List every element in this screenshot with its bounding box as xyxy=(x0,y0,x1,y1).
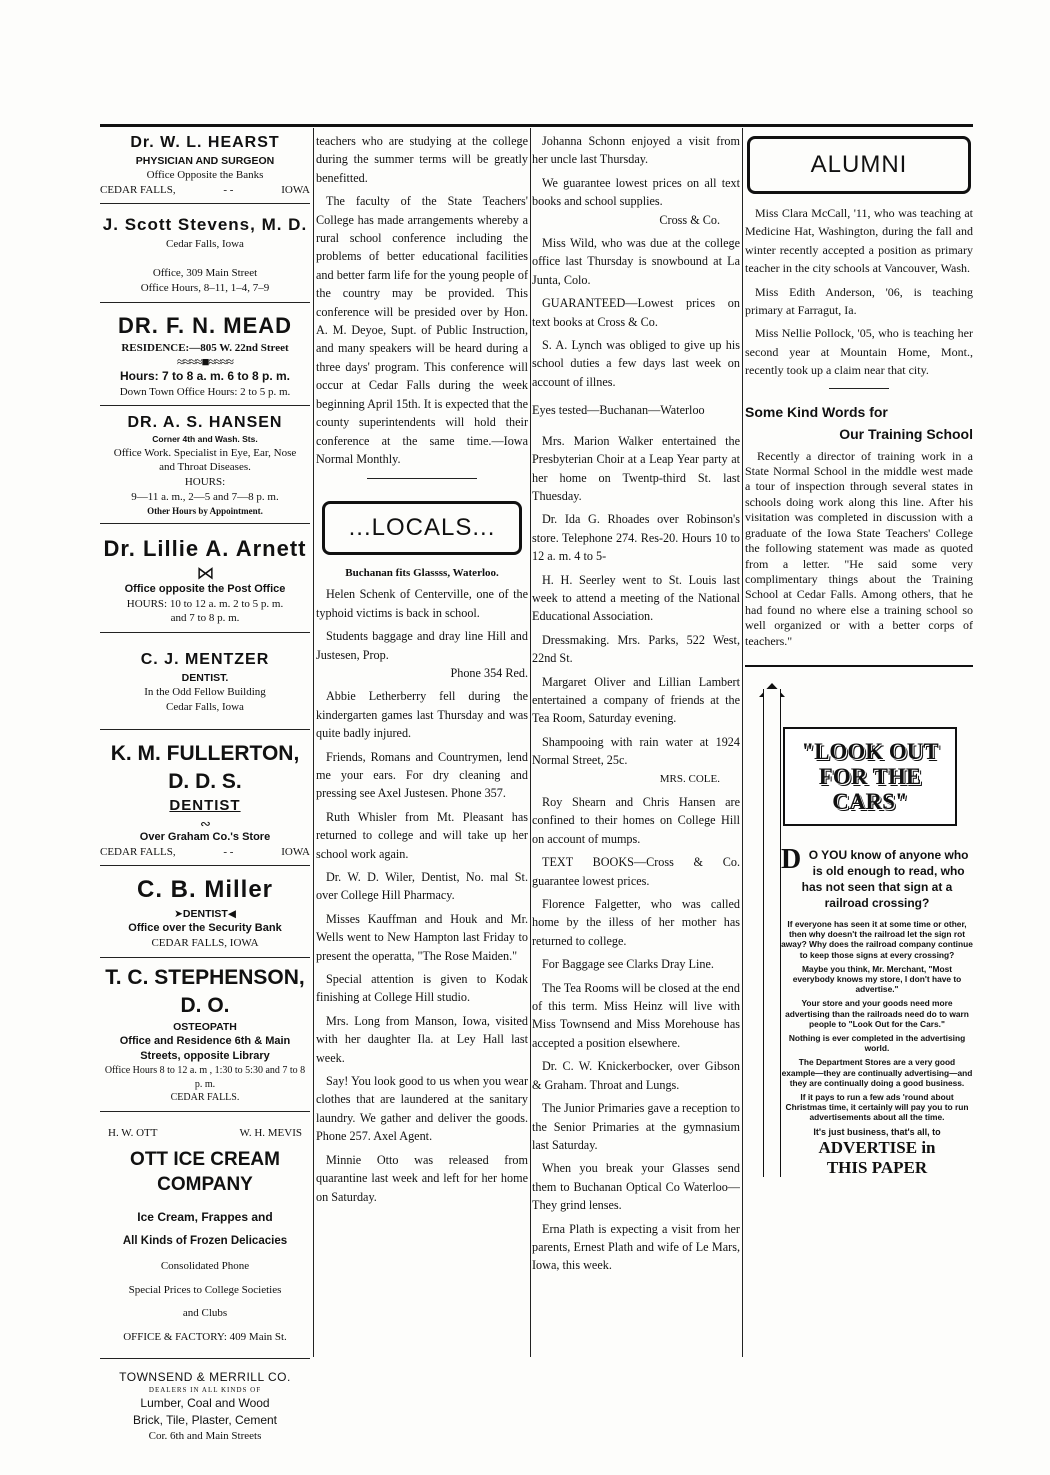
news-item: Mrs. Long from Manson, Iowa, visited with her daughter Ila. at Ley Hall last week. xyxy=(316,1013,528,1065)
news-item: Florence Falgetter, who was called home by the illess of her mother has returned to college. xyxy=(532,897,740,948)
news-item: Recently a director of training work in a State Normal School in the middle west made a tour of inspection through several states in schools doing work along this line. After his visitation was completed in discussion with a graduate of the Iowa State Teachers' College the following statement was made as quoted from a letter. "He said some very complimentary things about the Training School at Cedar Falls. Among others, that he had found no where else a training school so well organized or with a better corps of teachers." xyxy=(745,448,973,648)
locals-subhead: Buchanan fits Glassss, Waterloo. xyxy=(345,567,499,580)
card-miller xyxy=(100,866,310,957)
news-item: Erna Plath is expecting a visit from her parents, Ernest Plath and wife of Le Mars, Iowa, this week. xyxy=(532,1221,740,1273)
card-name: Dr. W. L. HEARST xyxy=(130,134,280,151)
card-hours-label: HOURS: xyxy=(184,476,226,489)
news-item: Eyes tested—Buchanan—Waterloo xyxy=(532,403,705,418)
card-name: DR. F. N. MEAD xyxy=(117,312,293,338)
news-item: Miss Edith Anderson, '06, is teaching primary at Farragut, Ia. xyxy=(745,284,973,318)
card-stephenson xyxy=(100,958,310,1112)
card-partner: W. H. MEVIS xyxy=(239,1126,302,1139)
card-city: CEDAR FALLS, IOWA xyxy=(151,936,259,949)
news-item: Johanna Schonn enjoyed a visit from her uncle last Thursday. xyxy=(532,134,740,167)
ad-paragraph: The Department Stores are a very good example—they are continually advertising—and they are continually doing a good business. xyxy=(781,1057,973,1088)
card-line: Lumber, Coal and Wood xyxy=(140,1396,270,1411)
card-arnett xyxy=(100,524,310,633)
news-item: The faculty of the State Teachers' College has made arrangements whereby a rural school conference including the problems of better educational facilities and better farm life for the young people of the country may be provided. This conference will be presided over by Hon. A. M. Deyoe, Supt. of Public Instruction, and many speakers will be heard during a three days' program. This conference will occur at Cedar Falls during the week beginning April 15th. It is expected that the county superintendents will hold their conference at the same time.—Iowa Normal Monthly. xyxy=(316,194,528,466)
advertise-ad-text xyxy=(781,843,973,1177)
news-item: Mrs. Marion Walker entertained the Presbyterian Choir at a Leap Year party at her home on Twentp-third St. last Thuesday. xyxy=(532,433,740,503)
ornament-icon: ⋈ xyxy=(196,562,214,583)
card-downtown: Down Town Office Hours: 2 to 5 p. m. xyxy=(119,385,291,398)
ad-paragraph: It's just business, that's all, to xyxy=(813,1126,941,1137)
news-item: S. A. Lynch was obliged to give up his school duties a few days last week on account of illnes. xyxy=(532,338,740,389)
news-column-4 xyxy=(745,132,973,1177)
column-rule xyxy=(742,128,743,1357)
card-clubs: and Clubs xyxy=(182,1306,228,1319)
card-city: Cedar Falls, Iowa xyxy=(166,238,244,251)
card-residence: RESIDENCE:—805 W. 22nd Street xyxy=(121,341,289,354)
column-rule xyxy=(313,128,314,1357)
card-name: TOWNSEND & MERRILL CO. xyxy=(119,1369,291,1384)
card-name: OTT ICE CREAM COMPANY xyxy=(130,1148,280,1196)
card-building: In the Odd Fellow Building xyxy=(144,686,266,699)
ad-footer: THIS PAPER xyxy=(826,1157,928,1177)
card-hansen xyxy=(100,406,310,524)
card-hours: 9—11 a. m., 2—5 and 7—8 p. m. xyxy=(131,491,279,504)
card-line: Brick, Tile, Plaster, Cement xyxy=(132,1413,278,1428)
card-name: DR. A. S. HANSEN xyxy=(127,414,283,432)
card-other: Other Hours by Appointment. xyxy=(147,505,263,516)
news-item: teachers who are studying at the college during the summer terms will be greatly benefitted. xyxy=(316,134,528,185)
card-office: Over Graham Co.'s Store xyxy=(139,830,271,843)
card-name: C. B. Miller xyxy=(136,876,274,904)
news-item: Dr. C. W. Knickerbocker, over Gibson & Graham. Throat and Lungs. xyxy=(532,1059,740,1092)
card-office: Office Opposite the Banks xyxy=(146,168,264,181)
card-special: Special Prices to College Societies xyxy=(128,1283,282,1296)
news-item: H. H. Seerley went to St. Louis last week to attend a meeting of the National Educational Association. xyxy=(532,572,740,624)
card-hours: HOURS: 10 to 12 a. m. 2 to 5 p. m. and 7 to 8 p. m. xyxy=(126,597,284,625)
card-mead xyxy=(100,303,310,407)
news-item: Margaret Oliver and Lillian Lambert entertained a company of friends at the Tea Room, Saturday evening. xyxy=(532,674,740,726)
sign-text: FOR THE xyxy=(818,763,922,789)
divider xyxy=(745,665,973,667)
card-title: PHYSICIAN AND SURGEON xyxy=(135,154,275,167)
card-name: T. C. STEPHENSON, D. O. xyxy=(105,965,305,1017)
news-item: Shampooing with rain water at 1924 Normal Street, 25c. xyxy=(532,734,740,768)
news-item: Dr. Ida G. Rhoades over Robinson's store. Telephone 274. Res-20. Hours 10 to 12 a. m. 4 to 5- xyxy=(532,512,740,564)
card-name: C. J. MENTZER xyxy=(140,651,270,669)
news-item: Misses Kauffman and Houk and Mr. Wells went to New Hampton last Friday to present the operatta, "The Rose Maiden." xyxy=(316,911,528,963)
card-work: Office Work. Specialist in Eye, Ear, Nose and Throat Diseases. xyxy=(113,446,297,474)
news-item: The Tea Rooms will be closed at the end of this term. Miss Heinz will live with Miss Townsend and Miss Morehouse has accepted a position elsewhere. xyxy=(532,980,740,1050)
news-item: Say! You look good to us when you wear clothes that are laundered at the sanitary laundry. We gather and deliver the goods. Phone 257. Axel Agent. xyxy=(316,1074,528,1144)
news-item: Abbie Letherberry fell during the kindergarten games last Thursday and was quite badly injured. xyxy=(316,689,528,741)
card-title: DENTIST xyxy=(169,797,241,815)
card-address: Cor. 6th and Main Streets xyxy=(148,1429,262,1442)
card-city: CEDAR FALLS, xyxy=(100,183,176,196)
card-hours: Office Hours 8 to 12 a. m , 1:30 to 5:30 and 7 to 8 p. m. xyxy=(104,1065,306,1090)
news-column-3 xyxy=(532,132,740,1280)
ad-paragraph: Your store and your goods need more advertising than the railroads need do to warn people to "Look Out for the Cars." xyxy=(785,998,969,1029)
sign-text: CARS" xyxy=(832,788,908,814)
news-item: TEXT BOOKS—Cross & Co. guarantee lowest prices. xyxy=(532,855,740,888)
card-dashes: - - xyxy=(223,183,234,196)
card-state: IOWA xyxy=(281,183,310,196)
card-townsend xyxy=(100,1359,310,1445)
ornament-icon: ∾ xyxy=(200,815,210,831)
news-item: Roy Shearn and Chris Hansen are confined to their homes on College Hill on account of mumps. xyxy=(532,795,740,846)
divider xyxy=(829,388,889,389)
card-phone: Consolidated Phone xyxy=(160,1259,250,1272)
news-item: Special attention is given to Kodak finishing at College Hill studio. xyxy=(316,972,528,1005)
ornament-icon: ≈≈≈≈■≈≈≈≈ xyxy=(177,354,233,370)
locals-heading: ...LOCALS... xyxy=(322,501,522,555)
kind-words-heading-line: Our Training School xyxy=(839,425,973,442)
news-item: When you break your Glasses send them to Buchanan Optical Co Waterloo—They grind lenses. xyxy=(532,1161,740,1213)
card-name: Dr. Lillie A. Arnett xyxy=(103,536,307,562)
signpost-icon xyxy=(763,689,781,1177)
ad-paragraph: If it pays to run a few ads 'round about Christmas time, it certainly will pay you to run advertisements about all the time. xyxy=(785,1091,969,1123)
card-line: Ice Cream, Frappes and xyxy=(137,1209,273,1224)
news-item-sign: Phone 354 Red. xyxy=(450,665,528,680)
news-item: For Baggage see Clarks Dray Line. xyxy=(542,957,714,972)
card-ott xyxy=(100,1112,310,1359)
card-city: CEDAR FALLS. xyxy=(170,1092,240,1104)
card-state: IOWA xyxy=(281,845,310,858)
news-item: Miss Clara McCall, '11, who was teaching at Medicine Hat, Washington, during the fall and winter recently accepted a position as primary teacher in the city schools at Vancouver, Wash. xyxy=(745,206,973,276)
column-rule xyxy=(530,128,531,1357)
alumni-heading: ALUMNI xyxy=(747,136,971,194)
card-title: DENTIST xyxy=(182,907,228,920)
card-office: Office, 309 Main Street xyxy=(152,267,258,280)
card-city: Cedar Falls, Iowa xyxy=(166,700,244,713)
card-office: Office and Residence 6th & Main Streets, opposite Library xyxy=(119,1035,291,1063)
news-item: GUARANTEED—Lowest prices on text books at Cross & Co. xyxy=(532,296,740,329)
ad-lead-dropcap: D xyxy=(781,843,802,875)
news-item: Ruth Whisler from Mt. Pleasant has returned to college and will take up her school work again. xyxy=(316,809,528,861)
news-item: Friends, Romans and Countrymen, lend me your ears. For dry cleaning and pressing see Axel Justesen. Phone 357. xyxy=(316,749,528,801)
card-corner: Corner 4th and Wash. Sts. xyxy=(152,434,258,445)
ad-paragraph: Maybe you think, Mr. Merchant, "Most everybody knows my store, I don't have to advertise." xyxy=(792,963,962,995)
ornament-icon: ◀ xyxy=(227,907,236,920)
card-fullerton xyxy=(100,730,310,867)
news-item: Miss Nellie Pollock, '05, who is teaching her second year at Mountain Home, Mont., recently took up a claim near that city. xyxy=(745,326,973,378)
card-dealers: DEALERS IN ALL KINDS OF xyxy=(148,1385,262,1394)
kind-words-heading xyxy=(745,401,973,445)
ornament-icon: ➤ xyxy=(174,907,183,920)
card-title: OSTEOPATH xyxy=(173,1021,237,1034)
card-stevens xyxy=(100,204,310,302)
news-item-sign: Cross & Co. xyxy=(659,212,720,227)
news-item-sign: MRS. COLE. xyxy=(659,772,720,785)
card-name: K. M. FULLERTON, D. D. S. xyxy=(110,741,300,794)
news-item: Dressmaking. Mrs. Parks, 522 West, 22nd St. xyxy=(532,632,740,666)
card-partner: H. W. OTT xyxy=(108,1126,158,1139)
card-mentzer xyxy=(100,633,310,729)
top-rule xyxy=(100,124,973,127)
card-name: J. Scott Stevens, M. D. xyxy=(102,215,308,235)
news-item: Miss Wild, who was due at the college office last Thursday is snowbound at La Junta, Colo. xyxy=(532,236,740,287)
news-item: Students baggage and dray line Hill and Justesen, Prop. xyxy=(316,629,528,662)
ad-lead: O YOU know of anyone who is old enough to read, who has not seen that sign at a railroad crossing? xyxy=(801,847,969,910)
card-city: CEDAR FALLS, xyxy=(100,845,176,858)
ad-paragraph: Nothing is ever completed in the advertising world. xyxy=(788,1032,966,1054)
news-item: Helen Schenk of Centerville, one of the typhoid victims is back in school. xyxy=(316,587,528,620)
kind-words-heading-line: Some Kind Words for xyxy=(745,403,888,420)
ad-paragraph: If everyone has seen it at some time or other, then why doesn't the railroad let the sign rot away? Why does the railroad company continue to keep those signs at every crossing? xyxy=(781,918,973,960)
ad-footer: ADVERTISE in xyxy=(818,1137,936,1157)
divider xyxy=(367,478,477,479)
news-item: The Junior Primaries gave a reception to the Senior Primaries at the gymnasium last Saturday. xyxy=(532,1101,740,1152)
card-dashes: - - xyxy=(223,845,234,858)
card-hearst xyxy=(100,132,310,204)
news-item: We guarantee lowest prices on all text books and school supplies. xyxy=(532,175,740,209)
card-hours: Office Hours, 8–11, 1–4, 7–9 xyxy=(140,282,270,295)
news-column-2 xyxy=(316,132,528,1211)
card-title: DENTIST. xyxy=(181,671,229,684)
railroad-sign-icon xyxy=(783,727,957,826)
card-office: Office opposite the Post Office xyxy=(124,582,286,595)
advertise-ad xyxy=(745,689,973,839)
news-item: Dr. W. D. Wiler, Dentist, No. mal St. over College Hill Pharmacy. xyxy=(316,870,528,903)
card-line: All Kinds of Frozen Delicacies xyxy=(122,1234,288,1247)
business-directory-column xyxy=(100,132,310,1444)
news-item: Minnie Otto was released from quarantine last week and left for her home on Saturday. xyxy=(316,1152,528,1204)
card-factory: OFFICE & FACTORY: 409 Main St. xyxy=(123,1330,287,1343)
sign-text: "LOOK OUT xyxy=(801,738,939,764)
card-hours: Hours: 7 to 8 a. m. 6 to 8 p. m. xyxy=(119,369,291,384)
card-office: Office over the Security Bank xyxy=(128,921,282,934)
